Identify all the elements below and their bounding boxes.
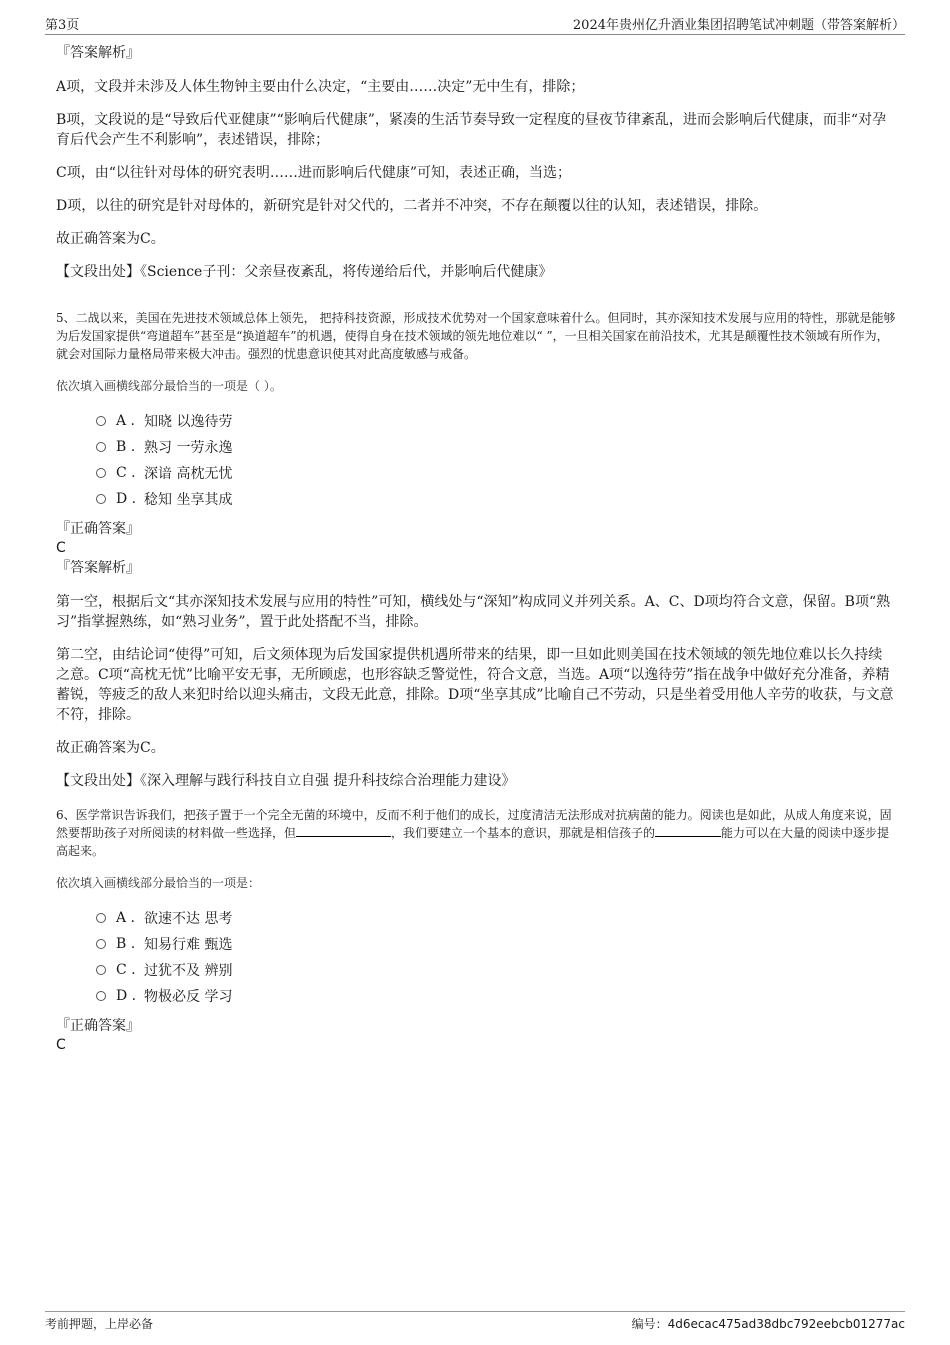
question-5-options bbox=[96, 408, 896, 512]
option-d[interactable]: D . 物极必反 学习 bbox=[96, 983, 896, 1009]
analysis-label: 『答案解析』 bbox=[56, 560, 140, 576]
page-header bbox=[45, 14, 905, 35]
option-c[interactable]: C . 深谙 高枕无忧 bbox=[96, 460, 896, 486]
analysis-paragraph: 第一空，根据后文“其亦深知技术发展与应用的特性”可知，横线处与“深知”构成同义并列关系。A、C、D项均符合文意，保留。B项“熟习”指掌握熟练，如“熟习业务”，置于此处搭配不当，排除。 bbox=[56, 594, 891, 630]
question-6-stem: 6、医学常识告诉我们，把孩子置于一个完全无菌的环境中，反而不利于他们的成长，过度清洁无法形成对抗病菌的能力。阅读也是如此，从成人角度来说，固然要帮助孩子对所阅读的材料做一些选择，但 ，我们要建立一个基本的意识，那就是相信孩子的 能力可以在大量的阅读中逐步提高起来。 bbox=[56, 808, 892, 858]
radio-icon[interactable] bbox=[96, 913, 106, 923]
document-title: 2024年贵州亿升酒业集团招聘笔试冲刺题（带答案解析） bbox=[572, 18, 905, 33]
radio-icon[interactable] bbox=[96, 991, 106, 1001]
option-c[interactable]: C . 过犹不及 辨别 bbox=[96, 957, 896, 983]
page-footer bbox=[45, 1311, 905, 1337]
question-6-options bbox=[96, 905, 896, 1009]
analysis-paragraph: C项，由“以往针对母体的研究表明……进而影响后代健康”可知，表述正确，当选； bbox=[56, 165, 572, 181]
correct-answer: C bbox=[56, 1037, 66, 1053]
source-citation: 【文段出处】《Science子刊：父亲昼夜紊乱，将传递给后代，并影响后代健康》 bbox=[56, 264, 553, 280]
footer-slogan: 考前押题，上岸必备 bbox=[45, 1317, 154, 1331]
answer-conclusion: 故正确答案为C。 bbox=[56, 740, 165, 756]
analysis-paragraph: D项，以往的研究是针对母体的，新研究是针对父代的，二者并不冲突，不存在颠覆以往的认知，表述错误，排除。 bbox=[56, 198, 768, 214]
option-b[interactable]: B . 熟习 一劳永逸 bbox=[96, 434, 896, 460]
source-citation: 【文段出处】《深入理解与践行科技自立自强 提升科技综合治理能力建设》 bbox=[56, 773, 516, 789]
page-number: 第3页 bbox=[45, 18, 80, 33]
radio-icon[interactable] bbox=[96, 442, 106, 452]
radio-icon[interactable] bbox=[96, 468, 106, 478]
answer-conclusion: 故正确答案为C。 bbox=[56, 231, 165, 247]
option-b[interactable]: B . 知易行难 甄选 bbox=[96, 931, 896, 957]
document-body bbox=[56, 44, 896, 1056]
option-d[interactable]: D . 稔知 坐享其成 bbox=[96, 486, 896, 512]
question-5-prompt: 依次填入画横线部分最恰当的一项是（ ）。 bbox=[56, 379, 282, 393]
fill-blank bbox=[655, 824, 721, 837]
analysis-paragraph: 第二空，由结论词“使得”可知，后文须体现为后发国家提供机遇所带来的结果，即一旦如此则美国在技术领域的领先地位难以长久持续之意。C项“高枕无忧”比喻平安无事，无所顾虑，也形容缺乏警觉性，符合文意，当选。A项“以逸待劳”指在战争中做好充分准备，养精蓄锐，等疲乏的敌人来犯时给以迎头痛击，文段无此意，排除。D项“坐享其成”比喻自己不劳动，只是坐着受用他人辛劳的收获，与文意不符，排除。 bbox=[56, 647, 894, 723]
analysis-paragraph: A项，文段并未涉及人体生物钟主要由什么决定，“主要由……决定”无中生有，排除； bbox=[56, 79, 585, 95]
question-5-stem: 5、二战以来，美国在先进技术领域总体上领先， 把持科技资源，形成技术优势对一个国家意味着什么。但同时，其亦深知技术发展与应用的特性，那就是能够为后发国家提供“弯道超车”甚至是“换道超车”的机遇，使得自身在技术领域的领先地位难以“ ”，一旦相关国家在前沿技术，尤其是颠覆性技术领域有所作为，就会对国际力量格局带来极大冲击。强烈的忧患意识使其对此高度敏感与戒备。 bbox=[56, 311, 896, 361]
radio-icon[interactable] bbox=[96, 965, 106, 975]
question-6-prompt: 依次填入画横线部分最恰当的一项是： bbox=[56, 876, 261, 890]
radio-icon[interactable] bbox=[96, 416, 106, 426]
correct-answer-label: 『正确答案』 bbox=[56, 1018, 140, 1034]
correct-answer: C bbox=[56, 540, 66, 556]
option-a[interactable]: A . 知晓 以逸待劳 bbox=[96, 408, 896, 434]
radio-icon[interactable] bbox=[96, 939, 106, 949]
analysis-paragraph: B项，文段说的是“导致后代亚健康”“影响后代健康”，紧凑的生活节奏导致一定程度的昼夜节律紊乱，进而会影响后代健康，而非“对孕育后代会产生不利影响”，表述错误，排除； bbox=[56, 112, 887, 148]
radio-icon[interactable] bbox=[96, 494, 106, 504]
analysis-label: 『答案解析』 bbox=[56, 45, 140, 61]
correct-answer-label: 『正确答案』 bbox=[56, 521, 140, 537]
option-a[interactable]: A . 欲速不达 思考 bbox=[96, 905, 896, 931]
fill-blank bbox=[296, 824, 391, 837]
document-id: 编号：4d6ecac475ad38dbc792eebcb01277ac bbox=[631, 1317, 905, 1331]
